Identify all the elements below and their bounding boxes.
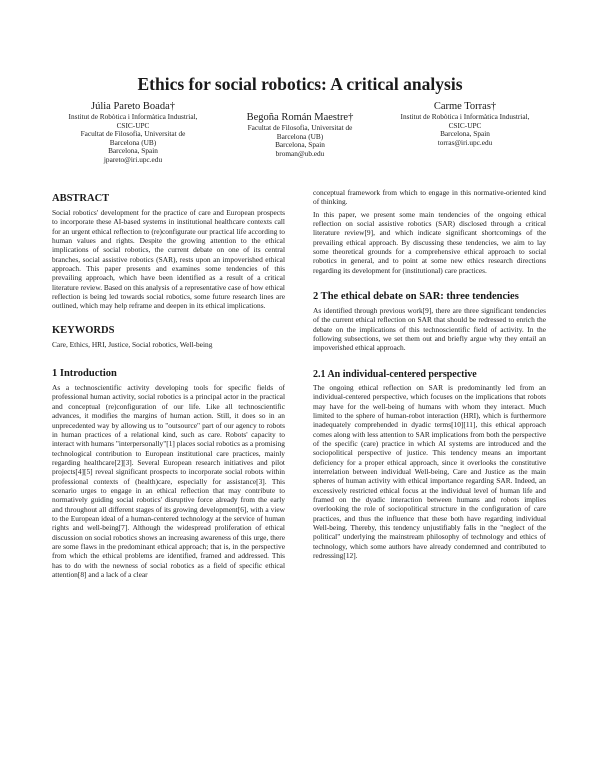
right-column (313, 188, 546, 563)
introduction-heading: 1 Introduction (52, 368, 117, 380)
paper-title: Ethics for social robotics: A critical analysis (137, 74, 463, 94)
author-email: broman@ub.edu (275, 148, 325, 158)
author-name: Carme Torras† (433, 101, 497, 112)
author-affiliation: Institut de Robòtica i Informàtica Industrial, (68, 112, 198, 121)
introduction-continued: conceptual framework from which to engage in this normative-oriented kind of thinking. (313, 188, 546, 207)
author-block (215, 111, 385, 158)
author-name: Begoña Román Maestre† (246, 112, 354, 123)
author-affiliation: Barcelona (UB) (109, 137, 157, 147)
author-name: Júlia Pareto Boada† (91, 101, 175, 112)
author-block (48, 100, 218, 165)
section-2-1-text: The ongoing ethical reflection on SAR is predominantly led from an individual-centered perspective, which focuses on the implications that robots may have for the well-being of humans with whom they interact. Much limited to the sphere of human-robot interaction (HRI), which is furthermore inadequately comprehended in dyadic terms[10][11], this ethical approach comes along with less attention to SAR implications from both the perspective of the specific (care) practice in which AI systems are introduced and the sociopolitical perspective of justice. This tendency means an important deficiency for a proper ethical approach, since it overlooks the constitutive interrelation between individual Well-being, Care and Justice as the main spheres of human activity with ethical importance regarding SAR. Indeed, an excessively restricted ethical focus at the individual level of human life and framed on the dyadic interaction between humans and robots implies overlooking the role of sociopolitical structure in the configuration of care practices, and thus the influence that these both have regarding individual Well-being. Thereby, this tendency unjustifiably falls in the "neglect of the political" underlying the mainstream philosophy of technology and ethics of technology, which some authors have already condemned and contributed to redressing[12]. (313, 382, 546, 560)
author-block (380, 100, 550, 147)
author-email: torras@iri.upc.edu (437, 137, 493, 147)
author-location: Barcelona, Spain (440, 129, 490, 139)
author-location: Barcelona, Spain (275, 140, 325, 150)
author-affiliation: Facultat de Filosofia, Universitat de (80, 129, 186, 139)
author-affiliation: CSIC-UPC (448, 120, 482, 130)
section-2-heading: 2 The ethical debate on SAR: three tendencies (313, 291, 519, 303)
author-affiliation: Facultat de Filosofia, Universitat de (247, 123, 353, 132)
author-affiliation: Barcelona (UB) (276, 131, 324, 141)
author-affiliation: Institut de Robòtica i Informàtica Industrial, (400, 112, 530, 121)
keywords-heading: KEYWORDS (52, 324, 115, 336)
paper-aim-paragraph: In this paper, we present some main tendencies of the ongoing ethical reflection on social assistive robotics (SAR) disclosed through a critical literature review[9], and which indicate significant shortcomings of the prevailing ethical approach. By discussing these tendencies, we aim to lay some theoretical grounds for a comprehensive ethical approach to social robotics in general, and to point at some new ethics research directions regarding its development for (institutional) care practices. (313, 209, 546, 275)
abstract-text: Social robotics' development for the practice of care and European prospects to incorporate these AI-based systems in institutional healthcare contexts call for an urgent ethical reflection to (re)configurate our practical life according to human values and rights. Despite the growing attention to the ethical implications of social robotics, the current debate on one of its central branches, social assistive robotics (SAR), rests upon an impoverished ethical approach. This paper presents and examines some tendencies of this prevailing approach, which have been identified as a result of a critical literature review. Based on this analysis of a representative case of how ethical reflection is being led towards social robotics, some future research lines are outlined, which may help reframe and deepen in its ethical implications. (52, 208, 285, 311)
keywords-text: Care, Ethics, HRI, Justice, Social robotics, Well-being (52, 339, 213, 349)
author-affiliation: CSIC-UPC (116, 120, 150, 130)
section-2-text: As identified through previous work[9], there are three significant tendencies of the current ethical reflection on SAR that should be redressed to enrich the debate on the implications of this technoscientific field of activity. In the following subsections, we set them out and briefly argue why they entail an impoverished ethical approach. (313, 306, 546, 353)
section-2-1-heading: 2.1 An individual-centered perspective (313, 368, 477, 380)
left-column (52, 188, 285, 582)
author-email: jpareto@iri.upc.edu (103, 154, 163, 164)
abstract-heading: ABSTRACT (52, 193, 110, 204)
introduction-text: As a technoscientific activity developing tools for specific fields of professional human activity, social robotics is a principal actor in the practical and conceptual (re)configuration of our life. Like all technoscientific advances, it modifies the margins of human action. Still, it does so in an unprecedented way by allowing us to "outsource" part of our agency to robots in human practices of a relational kind, such as care. Robots' capacity to interact with humans "interpersonally"[1] places social robotics as a promising technological contribution to European institutional care practices, mainly regarding healthcare[2][3]. Several European research initiatives and pilot projects[4][5] reveal significant prospects to incorporate social robots within professional contexts of (health)care, especially for assistance[3]. This scenario urges to engage in an ethical reflection that may contribute to normatively guiding social robotics' disruptive force already from the early and throughout all different stages of its growing development[6], with a view to the European ideal of a human-centered technology at the service of human rights and well-being[7]. Although the widespread proliferation of ethical discussion on social robotics shows an increasing awareness of this urge, there are some flaws in the predominant ethical approach; that is, in the perspective from which the ethical problems are identified, framed and addressed. This has to do with the newness of social robotics as a field of specific ethical attention[8] and a lack of a clear (52, 383, 285, 579)
author-location: Barcelona, Spain (108, 146, 158, 156)
